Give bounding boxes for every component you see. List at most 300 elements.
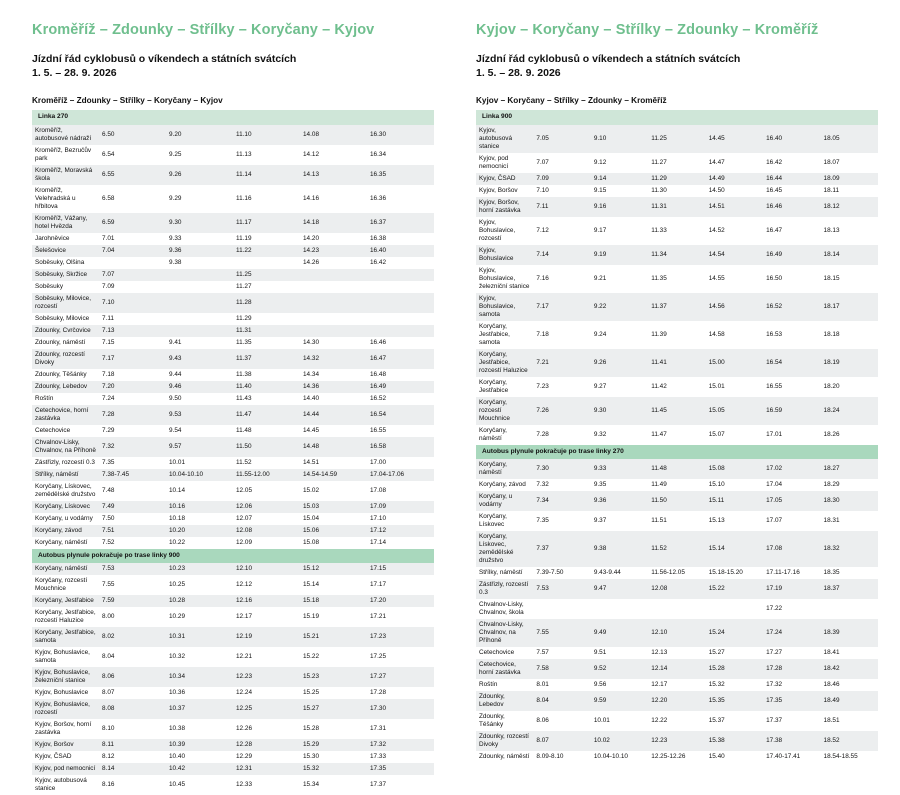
departure-time: 15.19 — [300, 607, 367, 627]
departure-time: 15.28 — [300, 719, 367, 739]
right-subtitle-line2: 1. 5. – 28. 9. 2026 — [476, 67, 561, 80]
departure-time: 14.58 — [706, 321, 763, 349]
departure-time: 18.27 — [821, 459, 878, 479]
departure-time: 17.21 — [367, 607, 434, 627]
departure-time: 10.45 — [166, 775, 233, 795]
departure-time: 11.14 — [233, 165, 300, 185]
continuation-note-label: Autobus plynule pokračuje po trase linky 270 — [476, 445, 878, 459]
departure-time: 17.22 — [763, 599, 820, 619]
line-number-label: Linka 900 — [476, 110, 878, 124]
table-row — [32, 257, 434, 269]
departure-time: 9.32 — [591, 425, 648, 445]
departure-time: 7.24 — [99, 393, 166, 405]
departure-time: 15.18-15.20 — [706, 567, 763, 579]
departure-time: 9.17 — [591, 217, 648, 245]
table-row — [476, 659, 878, 679]
departure-time: 9.59 — [591, 691, 648, 711]
departure-time: 9.33 — [166, 233, 233, 245]
departure-time: 11.16 — [233, 185, 300, 213]
departure-time: 18.54-18.55 — [821, 751, 878, 763]
departure-time: 18.37 — [821, 579, 878, 599]
departure-time — [367, 325, 434, 337]
table-row — [32, 595, 434, 607]
departure-time: 16.54 — [763, 349, 820, 377]
departure-time: 16.40 — [763, 125, 820, 153]
departure-time: 7.28 — [533, 425, 590, 445]
departure-time: 18.14 — [821, 245, 878, 265]
departure-time: 18.12 — [821, 197, 878, 217]
table-row — [32, 575, 434, 595]
departure-time: 15.38 — [706, 731, 763, 751]
departure-time — [300, 269, 367, 281]
departure-time: 14.51 — [300, 457, 367, 469]
right-subtitle-line1: Jízdní řád cyklobusů o víkendech a státních svátcích — [476, 53, 741, 65]
table-row — [32, 437, 434, 457]
stop-name: Koryčany, Jestřabice, samota — [476, 321, 533, 349]
table-row — [32, 501, 434, 513]
departure-time: 8.09-8.10 — [533, 751, 590, 763]
stop-name: Koryčany, Jestřabice — [476, 377, 533, 397]
departure-time: 10.34 — [166, 667, 233, 687]
table-row — [476, 691, 878, 711]
departure-time: 9.19 — [591, 245, 648, 265]
stop-name: Soběsuky — [32, 281, 99, 293]
departure-time — [300, 313, 367, 325]
departure-time: 8.06 — [99, 667, 166, 687]
departure-time: 9.26 — [166, 165, 233, 185]
departure-time: 18.19 — [821, 349, 878, 377]
departure-time: 11.40 — [233, 381, 300, 393]
stop-name: Kroměříž, Velehradská u hřbitova — [32, 185, 99, 213]
departure-time: 9.10 — [591, 125, 648, 153]
stop-name: Soběsuky, Skržice — [32, 269, 99, 281]
departure-time: 11.28 — [233, 293, 300, 313]
departure-time: 7.49 — [99, 501, 166, 513]
departure-time: 8.01 — [533, 679, 590, 691]
stop-name: Kyjov, Bohuslavice, samota — [476, 293, 533, 321]
departure-time: 9.47 — [591, 579, 648, 599]
departure-time: 11.45 — [648, 397, 705, 425]
departure-time: 7.59 — [99, 595, 166, 607]
departure-time: 14.44 — [300, 405, 367, 425]
departure-time: 12.21 — [233, 647, 300, 667]
departure-time: 15.13 — [706, 511, 763, 531]
departure-time: 7.52 — [99, 537, 166, 549]
departure-time: 14.54 — [706, 245, 763, 265]
table-row — [476, 531, 878, 567]
departure-time: 11.31 — [233, 325, 300, 337]
departure-time: 14.32 — [300, 349, 367, 369]
departure-time: 12.16 — [233, 595, 300, 607]
table-row — [32, 245, 434, 257]
departure-time — [166, 313, 233, 325]
departure-time: 9.27 — [591, 377, 648, 397]
departure-time: 9.38 — [591, 531, 648, 567]
departure-time: 7.35 — [533, 511, 590, 531]
table-row — [476, 217, 878, 245]
departure-time: 11.17 — [233, 213, 300, 233]
table-row — [476, 751, 878, 763]
departure-time: 17.31 — [367, 719, 434, 739]
departure-time: 7.53 — [533, 579, 590, 599]
continuation-note-row — [476, 445, 878, 459]
departure-time: 9.51 — [591, 647, 648, 659]
departure-time: 10.28 — [166, 595, 233, 607]
departure-time: 14.45 — [300, 425, 367, 437]
stop-name: Chvalnov-Lisky, Chvalnov, na Příhoně — [476, 619, 533, 647]
table-row — [476, 185, 878, 197]
departure-time: 11.50 — [233, 437, 300, 457]
stop-name: Soběsuky, Olšina — [32, 257, 99, 269]
table-row — [32, 349, 434, 369]
departure-time: 16.37 — [367, 213, 434, 233]
departure-time: 17.28 — [763, 659, 820, 679]
departure-time: 12.24 — [233, 687, 300, 699]
departure-time: 16.40 — [367, 245, 434, 257]
departure-time: 11.52 — [648, 531, 705, 567]
table-row — [32, 525, 434, 537]
departure-time: 10.23 — [166, 563, 233, 575]
departure-time: 18.41 — [821, 647, 878, 659]
table-row — [32, 699, 434, 719]
table-row — [476, 349, 878, 377]
departure-time: 18.20 — [821, 377, 878, 397]
departure-time: 17.28 — [367, 687, 434, 699]
departure-time: 8.07 — [99, 687, 166, 699]
departure-time: 17.02 — [763, 459, 820, 479]
table-row — [476, 479, 878, 491]
departure-time: 6.54 — [99, 145, 166, 165]
departure-time — [233, 257, 300, 269]
departure-time: 6.50 — [99, 125, 166, 145]
departure-time: 15.04 — [300, 513, 367, 525]
departure-time: 17.20 — [367, 595, 434, 607]
table-row — [476, 599, 878, 619]
departure-time: 11.49 — [648, 479, 705, 491]
departure-time: 15.11 — [706, 491, 763, 511]
departure-time: 11.35 — [233, 337, 300, 349]
departure-time: 11.42 — [648, 377, 705, 397]
departure-time: 18.30 — [821, 491, 878, 511]
departure-time: 9.43-9.44 — [591, 567, 648, 579]
departure-time: 15.28 — [706, 659, 763, 679]
right-route-header: Kyjov – Koryčany – Střílky – Zdounky – Kroměříž — [476, 96, 667, 106]
departure-time: 7.09 — [99, 281, 166, 293]
departure-time: 7.10 — [99, 293, 166, 313]
departure-time — [367, 313, 434, 325]
departure-time: 16.49 — [367, 381, 434, 393]
departure-time: 10.39 — [166, 739, 233, 751]
departure-time: 7.16 — [533, 265, 590, 293]
table-row — [476, 125, 878, 153]
departure-time: 9.22 — [591, 293, 648, 321]
table-row — [32, 457, 434, 469]
stop-name: Kroměříž, Vážany, hotel Hvězda — [32, 213, 99, 233]
stop-name: Kyjov, Boršov — [476, 185, 533, 197]
departure-time: 11.31 — [648, 197, 705, 217]
departure-time: 9.53 — [166, 405, 233, 425]
table-row — [32, 313, 434, 325]
departure-time: 10.42 — [166, 763, 233, 775]
departure-time: 7.20 — [99, 381, 166, 393]
departure-time: 9.24 — [591, 321, 648, 349]
table-row — [32, 563, 434, 575]
table-row — [32, 213, 434, 233]
departure-time — [166, 281, 233, 293]
departure-time: 7.39-7.50 — [533, 567, 590, 579]
continuation-note-label: Autobus plynule pokračuje po trase linky 900 — [32, 549, 434, 563]
departure-time: 11.35 — [648, 265, 705, 293]
departure-time: 11.41 — [648, 349, 705, 377]
departure-time: 10.18 — [166, 513, 233, 525]
departure-time: 12.22 — [648, 711, 705, 731]
departure-time: 7.01 — [99, 233, 166, 245]
stop-name: Kyjov, Boršov, horní zastávka — [476, 197, 533, 217]
table-row — [476, 647, 878, 659]
departure-time: 14.45 — [706, 125, 763, 153]
departure-time: 7.51 — [99, 525, 166, 537]
departure-time: 16.36 — [367, 185, 434, 213]
table-row — [476, 567, 878, 579]
departure-time: 17.19 — [763, 579, 820, 599]
departure-time: 8.14 — [99, 763, 166, 775]
departure-time: 16.45 — [763, 185, 820, 197]
departure-time: 7.38-7.45 — [99, 469, 166, 481]
departure-time: 10.01 — [591, 711, 648, 731]
departure-time: 8.12 — [99, 751, 166, 763]
departure-time: 8.02 — [99, 627, 166, 647]
departure-time: 9.56 — [591, 679, 648, 691]
table-row — [476, 321, 878, 349]
stop-name: Koryčany, rozcestí Mouchnice — [476, 397, 533, 425]
table-row — [32, 293, 434, 313]
departure-time: 9.29 — [166, 185, 233, 213]
stop-name: Kyjov, Bohuslavice, železniční stanice — [476, 265, 533, 293]
departure-time: 9.30 — [591, 397, 648, 425]
departure-time: 15.07 — [706, 425, 763, 445]
departure-time: 15.30 — [300, 751, 367, 763]
stop-name: Koryčany, Lískovec, zeměděIské družstvo — [476, 531, 533, 567]
table-row — [476, 245, 878, 265]
departure-time: 7.07 — [99, 269, 166, 281]
departure-time: 7.17 — [533, 293, 590, 321]
departure-time: 17.23 — [367, 627, 434, 647]
continuation-note-row — [32, 549, 434, 563]
line-number-label: Linka 270 — [32, 110, 434, 124]
stop-name: Zdounky, rozcestí Divoky — [476, 731, 533, 751]
departure-time: 18.32 — [821, 531, 878, 567]
departure-time: 7.26 — [533, 397, 590, 425]
departure-time: 18.26 — [821, 425, 878, 445]
departure-time — [300, 281, 367, 293]
departure-time: 7.53 — [99, 563, 166, 575]
table-row — [32, 185, 434, 213]
departure-time: 11.39 — [648, 321, 705, 349]
departure-time: 14.52 — [706, 217, 763, 245]
table-row — [476, 711, 878, 731]
departure-time: 8.04 — [533, 691, 590, 711]
departure-time: 15.02 — [300, 481, 367, 501]
departure-time: 17.32 — [367, 739, 434, 751]
departure-time — [367, 293, 434, 313]
departure-time: 15.29 — [300, 739, 367, 751]
table-row — [32, 513, 434, 525]
departure-time: 18.52 — [821, 731, 878, 751]
departure-time: 11.22 — [233, 245, 300, 257]
departure-time: 12.23 — [648, 731, 705, 751]
departure-time: 16.47 — [367, 349, 434, 369]
departure-time: 11.37 — [648, 293, 705, 321]
departure-time: 16.55 — [763, 377, 820, 397]
departure-time: 18.18 — [821, 321, 878, 349]
stop-name: Zdounky, náměstí — [476, 751, 533, 763]
departure-time: 7.18 — [99, 369, 166, 381]
departure-time: 16.34 — [367, 145, 434, 165]
departure-time: 8.06 — [533, 711, 590, 731]
departure-time: 15.12 — [300, 563, 367, 575]
left-subtitle-line2: 1. 5. – 28. 9. 2026 — [32, 67, 117, 80]
departure-time: 11.30 — [648, 185, 705, 197]
table-row — [32, 775, 434, 795]
departure-time — [821, 599, 878, 619]
table-row — [476, 293, 878, 321]
departure-time: 15.27 — [300, 699, 367, 719]
departure-time: 15.00 — [706, 349, 763, 377]
departure-time: 17.15 — [367, 563, 434, 575]
departure-time: 9.50 — [166, 393, 233, 405]
table-row — [476, 377, 878, 397]
departure-time: 15.32 — [300, 763, 367, 775]
departure-time: 7.18 — [533, 321, 590, 349]
stop-name: Cetechovice, horní zastávka — [476, 659, 533, 679]
table-row — [476, 579, 878, 599]
departure-time: 12.26 — [233, 719, 300, 739]
departure-time: 11.51 — [648, 511, 705, 531]
departure-time: 12.09 — [233, 537, 300, 549]
departure-time: 16.59 — [763, 397, 820, 425]
departure-time: 16.47 — [763, 217, 820, 245]
stop-name: Kroměříž, Bezručův park — [32, 145, 99, 165]
departure-time: 15.14 — [300, 575, 367, 595]
table-row — [32, 325, 434, 337]
departure-time — [166, 293, 233, 313]
departure-time: 16.48 — [367, 369, 434, 381]
departure-time: 15.24 — [706, 619, 763, 647]
departure-time: 15.35 — [706, 691, 763, 711]
departure-time: 6.55 — [99, 165, 166, 185]
stop-name: Cetechovice — [32, 425, 99, 437]
departure-time: 6.58 — [99, 185, 166, 213]
departure-time: 15.22 — [300, 647, 367, 667]
departure-time: 15.27 — [706, 647, 763, 659]
departure-time: 17.25 — [367, 647, 434, 667]
departure-time: 16.58 — [367, 437, 434, 457]
departure-time: 17.08 — [367, 481, 434, 501]
table-row — [32, 393, 434, 405]
departure-time: 11.50 — [648, 491, 705, 511]
departure-time: 7.34 — [533, 491, 590, 511]
table-row — [32, 647, 434, 667]
departure-time: 17.04-17.06 — [367, 469, 434, 481]
departure-time: 9.15 — [591, 185, 648, 197]
departure-time: 17.37 — [367, 775, 434, 795]
departure-time: 10.40 — [166, 751, 233, 763]
departure-time: 17.07 — [763, 511, 820, 531]
departure-time: 14.23 — [300, 245, 367, 257]
departure-time: 11.19 — [233, 233, 300, 245]
departure-time: 8.11 — [99, 739, 166, 751]
departure-time: 12.10 — [648, 619, 705, 647]
departure-time: 7.10 — [533, 185, 590, 197]
table-row — [476, 173, 878, 185]
stop-name: Jarohněvice — [32, 233, 99, 245]
departure-time: 18.46 — [821, 679, 878, 691]
departure-time: 15.08 — [706, 459, 763, 479]
departure-time: 7.30 — [533, 459, 590, 479]
stop-name: Koryčany, Jestřabice, rozcestí Haluzice — [32, 607, 99, 627]
table-row — [476, 619, 878, 647]
departure-time: 11.48 — [233, 425, 300, 437]
departure-time: 7.04 — [99, 245, 166, 257]
stop-name: Kyjov, Bohuslavice, rozcestí — [476, 217, 533, 245]
departure-time: 14.51 — [706, 197, 763, 217]
departure-time: 8.04 — [99, 647, 166, 667]
stop-name: Koryčany, Lískovec, zeměděIské družstvo — [32, 481, 99, 501]
table-row — [32, 719, 434, 739]
departure-time: 16.42 — [763, 153, 820, 173]
departure-time: 9.25 — [166, 145, 233, 165]
stop-name: Roštín — [32, 393, 99, 405]
departure-time: 9.16 — [591, 197, 648, 217]
stop-name: Zdounky, Lebedov — [476, 691, 533, 711]
departure-time: 14.12 — [300, 145, 367, 165]
stop-name: Kyjov, Bohuslavice, rozcestí — [32, 699, 99, 719]
departure-time: 12.17 — [233, 607, 300, 627]
departure-time: 11.33 — [648, 217, 705, 245]
departure-time: 14.49 — [706, 173, 763, 185]
table-row — [32, 425, 434, 437]
departure-time: 16.44 — [763, 173, 820, 185]
table-row — [32, 233, 434, 245]
stop-name: Šelešovice — [32, 245, 99, 257]
departure-time: 7.28 — [99, 405, 166, 425]
departure-time: 9.38 — [166, 257, 233, 269]
departure-time: 7.11 — [533, 197, 590, 217]
table-row — [476, 679, 878, 691]
stop-name: Kyjov, autobusová stanice — [476, 125, 533, 153]
departure-time: 14.50 — [706, 185, 763, 197]
departure-time: 12.06 — [233, 501, 300, 513]
departure-time: 16.49 — [763, 245, 820, 265]
departure-time: 11.48 — [648, 459, 705, 479]
stop-name: Zástřizly, rozcestí 0.3 — [32, 457, 99, 469]
departure-time: 15.37 — [706, 711, 763, 731]
departure-time: 9.41 — [166, 337, 233, 349]
departure-time: 9.46 — [166, 381, 233, 393]
stop-name: Střílky, náměstí — [476, 567, 533, 579]
stop-name: Koryčany, Jestřabice, rozcestí Haluzice — [476, 349, 533, 377]
departure-time: 9.49 — [591, 619, 648, 647]
departure-time: 7.37 — [533, 531, 590, 567]
table-row — [32, 469, 434, 481]
stop-name: Koryčany, rozcestí Mouchnice — [32, 575, 99, 595]
table-row — [476, 731, 878, 751]
departure-time: 11.38 — [233, 369, 300, 381]
departure-time: 8.08 — [99, 699, 166, 719]
departure-time: 18.07 — [821, 153, 878, 173]
departure-time: 14.30 — [300, 337, 367, 349]
stop-name: Kyjov, autobusová stanice — [32, 775, 99, 795]
